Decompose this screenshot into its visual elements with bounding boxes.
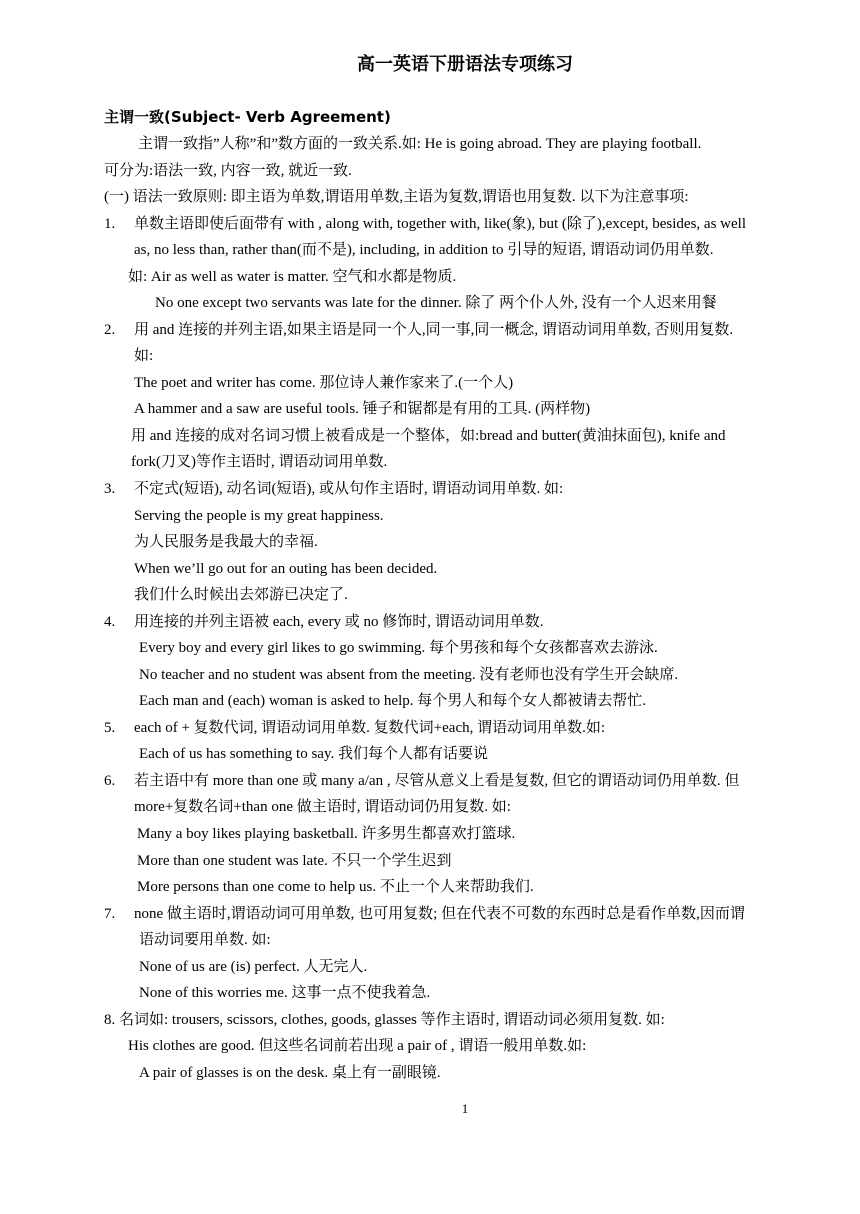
text-line: When we’ll go out for an outing has been decided. — [134, 561, 438, 577]
text-line: Every boy and every girl likes to go swimming. 每个男孩和每个女孩都喜欢去游泳. — [139, 640, 658, 656]
text-line: more+复数名词+than one 做主语时, 谓语动词仍用复数. 如: — [134, 799, 511, 815]
text-line: 若主语中有 more than one 或 many a/an , 尽管从意义上看是复数, 但它的谓语动词仍用单数. 但 — [134, 773, 740, 789]
text-line: 单数主语即使后面带有 with , along with, together with, like(象), but (除了),except, besides, as well — [134, 216, 746, 232]
text-line: 用 and 连接的成对名词习惯上被看成是一个整体，如:bread and butter(黄油抹面包), knife and — [131, 428, 726, 444]
text-line: (一) 语法一致原则: 即主语为单数,谓语用单数,主语为复数,谓语也用复数. 以下为注意事项: — [104, 189, 689, 205]
text-line: 语动词要用单数. 如: — [139, 932, 271, 948]
text-line: No one except two servants was late for the dinner. 除了 两个仆人外, 没有一个人迟来用餐 — [155, 295, 717, 311]
text-line: as, no less than, rather than(而不是), including, in addition to 引导的短语, 谓语动词仍用单数. — [134, 242, 714, 258]
text-line: More persons than one come to help us. 不止一个人来帮助我们. — [137, 879, 534, 895]
item-number: 6. — [104, 773, 116, 789]
text-line: A hammer and a saw are useful tools. 锤子和锯都是有用的工具. (两样物) — [134, 401, 591, 417]
item-number: 2. — [104, 322, 116, 338]
text-line: A pair of glasses is on the desk. 桌上有一副眼镜. — [139, 1065, 441, 1081]
text-line: fork(刀叉)等作主语时, 谓语动词用单数. — [131, 454, 388, 470]
item-number: 7. — [104, 906, 116, 922]
text-line: 如: — [134, 348, 154, 364]
text-line: 我们什么时候出去郊游已决定了. — [134, 587, 348, 603]
text-line: 不定式(短语), 动名词(短语), 或从句作主语时, 谓语动词用单数. 如: — [134, 481, 564, 497]
item-number: 4. — [104, 614, 116, 630]
text-line: 用连接的并列主语被 each, every 或 no 修饰时, 谓语动词用单数. — [134, 614, 544, 630]
text-line: each of + 复数代词, 谓语动词用单数. 复数代词+each, 谓语动词用单数.如: — [134, 720, 606, 736]
text-line: Many a boy likes playing basketball. 许多男生都喜欢打篮球. — [137, 826, 516, 842]
text-line: none 做主语时,谓语动词可用单数, 也可用复数; 但在代表不可数的东西时总是看作单数,因而谓 — [134, 906, 745, 922]
text-line: 可分为:语法一致, 内容一致, 就近一致. — [104, 163, 352, 179]
page-number: 1 — [461, 1101, 469, 1116]
text-line: None of this worries me. 这事一点不使我着急. — [139, 985, 431, 1001]
text-line: 用 and 连接的并列主语,如果主语是同一个人,同一事,同一概念, 谓语动词用单数, 否则用复数. — [134, 322, 734, 338]
document-title: 高一英语下册语法专项练习 — [357, 54, 573, 75]
text-line: More than one student was late. 不只一个学生迟到 — [137, 853, 452, 869]
item-number: 3. — [104, 481, 116, 497]
text-line: No teacher and no student was absent from the meeting. 没有老师也没有学生开会缺席. — [139, 667, 679, 683]
text-line: Each of us has something to say. 我们每个人都有话要说 — [139, 746, 488, 762]
text-line: 如: Air as well as water is matter. 空气和水都是物质. — [128, 269, 457, 285]
item-number: 5. — [104, 720, 116, 736]
text-line: The poet and writer has come. 那位诗人兼作家来了.(一个人) — [134, 375, 514, 391]
text-line: 为人民服务是我最大的幸福. — [134, 534, 318, 550]
item-number: 1. — [104, 216, 116, 232]
text-line: Serving the people is my great happiness. — [134, 508, 384, 524]
text-line: None of us are (is) perfect. 人无完人. — [139, 959, 368, 975]
text-line: Each man and (each) woman is asked to help. 每个男人和每个女人都被请去帮忙. — [139, 693, 646, 709]
text-line: 主谓一致指”人称”和”数方面的一致关系.如: He is going abroad. They are playing football. — [138, 136, 702, 152]
text-line: His clothes are good. 但这些名词前若出现 a pair of , 谓语一般用单数.如: — [128, 1038, 587, 1054]
section-heading: 主谓一致(Subject- Verb Agreement) — [104, 108, 391, 126]
text-line: 8. 名词如: trousers, scissors, clothes, goods, glasses 等作主语时, 谓语动词必须用复数. 如: — [104, 1012, 665, 1028]
